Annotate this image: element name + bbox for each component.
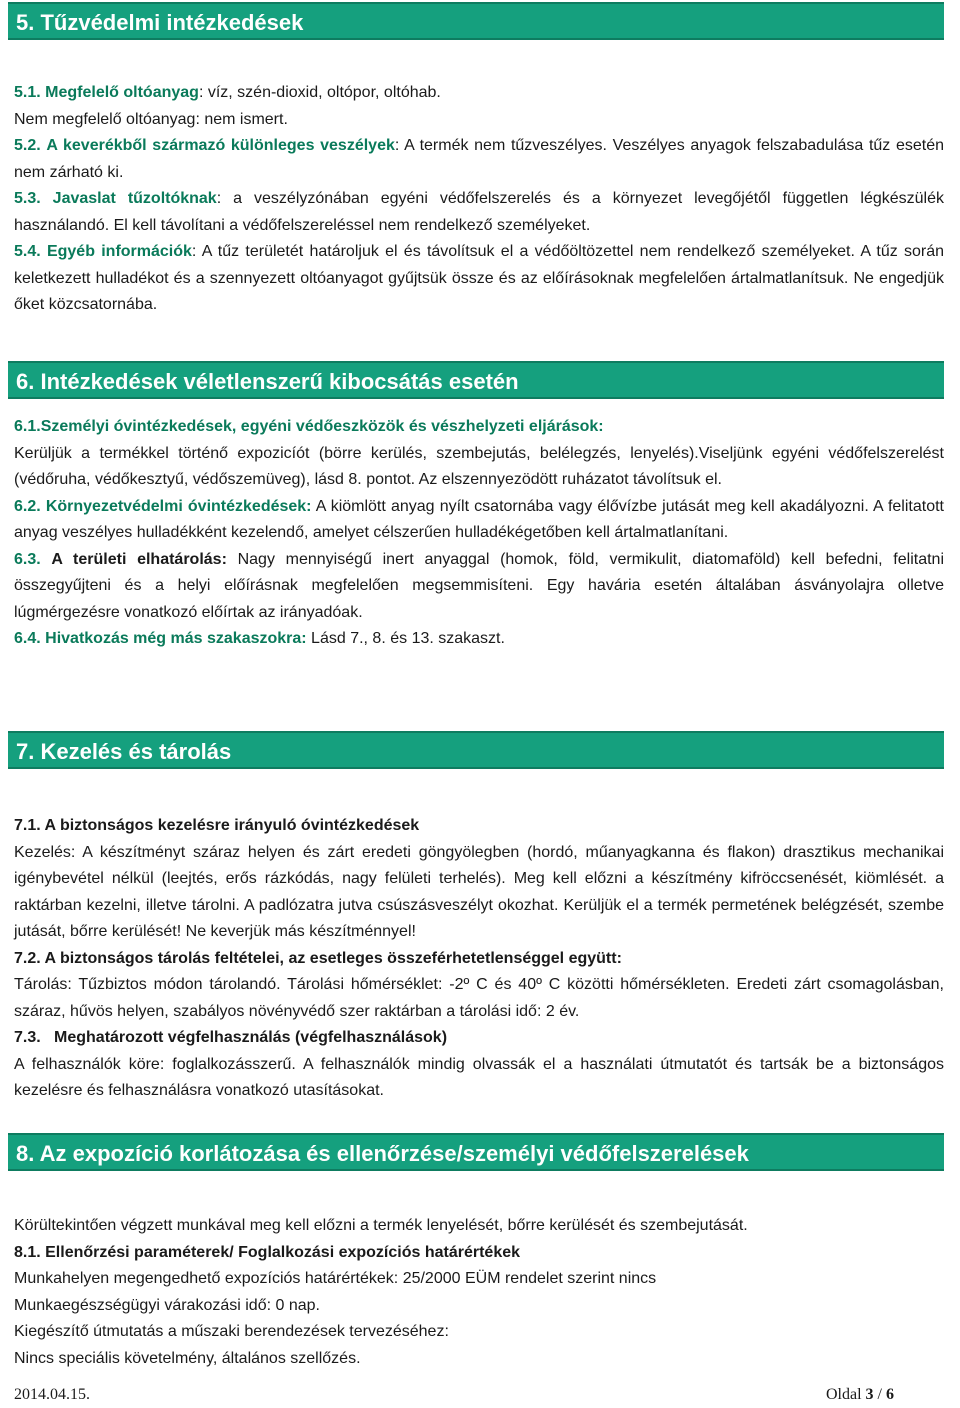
para-6-3: 6.3. A területi elhatárolás: Nagy mennyiségű inert anyaggal (homok, föld, vermikulit, diatomaföld) kell befedni, felitatni összegyűjteni és a helyi előírásnak megfelelően megsemmisíteni. Egy havária esetén általában ásványolajra olletve lúgmérgezésre vonatkozó előírtak az irányadóak. <box>14 550 944 621</box>
footer-date: 2014.04.15. <box>14 1386 90 1403</box>
section-6-body <box>14 414 944 653</box>
section-7-body <box>14 813 944 1105</box>
para-5-1: 5.1. Megfelelő oltóanyag: víz, szén-dioxid, oltópor, oltóhab. <box>14 84 441 101</box>
para-8-intro: Körültekintően végzett munkával meg kell előzni a termék lenyelését, bőrre kerülését és szembejutását. <box>14 1217 748 1234</box>
para-6-1-heading: 6.1.Személyi óvintézkedések, egyéni védőeszközök és vészhelyzeti eljárások: <box>14 418 604 435</box>
para-7-3: A felhasználók köre: foglalkozásszerű. A felhasználók mindig olvassák el a használati útmutatót és tartsák be a biztonságos kezelésre és felhasználásra vonatkozó utasításokat. <box>14 1055 944 1099</box>
para-8-1-heading: 8.1. Ellenőrzési paraméterek/ Foglalkozási expozíciós határértékek <box>14 1243 521 1261</box>
para-6-4: 6.4. Hivatkozás még más szakaszokra: Lásd 7., 8. és 13. szakaszt. <box>14 630 505 647</box>
para-7-3-heading: 7.3. Meghatározott végfelhasználás (végfelhasználások) <box>14 1029 448 1046</box>
para-6-2: 6.2. Környezetvédelmi óvintézkedések: A kiömlött anyag nyílt csatornába vagy élővízbe jutását meg kell akadályozni. A felitatott anyag veszélyes hulladékként kezelendő, amelyet célszerűen hulladékégetőben kell ártalmatlanítani. <box>14 497 944 541</box>
para-5-2: 5.2. A keverékből származó különleges veszélyek: A termék nem tűzveszélyes. Veszélyes anyagok felszabadulása tűz esetén nem zárható ki. <box>14 137 945 181</box>
para-8-line3: Kiegészítő útmutatás a műszaki berendezések tervezéséhez: <box>14 1323 449 1340</box>
para-5-1-line2: Nem megfelelő oltóanyag: nem ismert. <box>14 110 288 128</box>
para-7-2-heading: 7.2. A biztonságos tárolás feltételei, az esetleges összeférhetetlenséggel együtt: <box>14 949 622 967</box>
section-5-heading: 5. Tűzvédelmi intézkedések <box>8 2 944 40</box>
para-6-1: Kerüljük a termékkel történő expozicíót (börre kerülés, szembejutás, belélegzés, lenyelés).Viseljünk egyéni védőfelszerelést (védőruha, védőkesztyű, védőszemüveg), lásd 8. pontot. Az elszennyezödött ruházatot távolítsuk el. <box>14 444 944 488</box>
section-6-heading: 6. Intézkedések véletlenszerű kibocsátás esetén <box>8 361 944 399</box>
para-8-line4: Nincs speciális követelmény, általános szellőzés. <box>14 1349 361 1367</box>
section-5-body <box>14 80 944 319</box>
para-7-1: Kezelés: A készítményt száraz helyen és zárt eredeti göngyölegben (hordó, műanyagkanna és flakon) drasztikus mechanikai igénybevétel nélkül (leejtés, erős rázkódás, nagy felületi terhelés). Meg kell előzni a készítmény kifröccsenését, kiömlését. a raktárban kezelni, illetve tárolni. A padlózatra jutva csúszásveszélyt okozhat. Kerüljük el a termék permetének belégzését, szembe jutását, bőrre kerülését! Ne keverjük más készítménnyel! <box>14 843 944 940</box>
section-8-heading: 8. Az expozíció korlátozása és ellenőrzése/személyi védőfelszerelések <box>8 1133 944 1171</box>
para-8-line2: Munkaegészségügyi várakozási idő: 0 nap. <box>14 1296 320 1314</box>
para-5-3: 5.3. Javaslat tűzoltóknak: a veszélyzónában egyéni védőfelszerelés és a környezet levegőjétől független légkészülék használandó. El kell távolítani a védőfelszereléssel nem rendelkező személyeket. <box>14 190 945 234</box>
section-7-heading: 7. Kezelés és tárolás <box>8 731 944 769</box>
para-7-1-heading: 7.1. A biztonságos kezelésre irányuló óvintézkedések <box>14 817 420 834</box>
para-5-4: 5.4. Egyéb információk: A tűz területét határoljuk el és távolítsuk el a védőöltözettel nem rendelkező személyeket. A tűz során keletkezett hulladékot és a szennyezett oltóanyagot gyűjtsük össze és az előírásoknak megfelelően ártalmatlanítsuk. Ne engedjük őket közcsatornába. <box>14 243 944 313</box>
para-7-2: Tárolás: Tűzbiztos módon tárolandó. Tárolási hőmérséklet: -2º C és 40º C közötti hőmérsékleten. Eredeti zárt csomagolásban, száraz, hűvös helyen, szabályos növényvédő szer raktárban a tárolási idő: 2 év. <box>14 976 944 1020</box>
para-8-line1: Munkahelyen megengedhető expozíciós határértékek: 25/2000 EÜM rendelet szerint nincs <box>14 1270 657 1287</box>
footer-page-number: Oldal 3 / 6 <box>826 1386 894 1403</box>
section-8-body <box>14 1213 944 1372</box>
